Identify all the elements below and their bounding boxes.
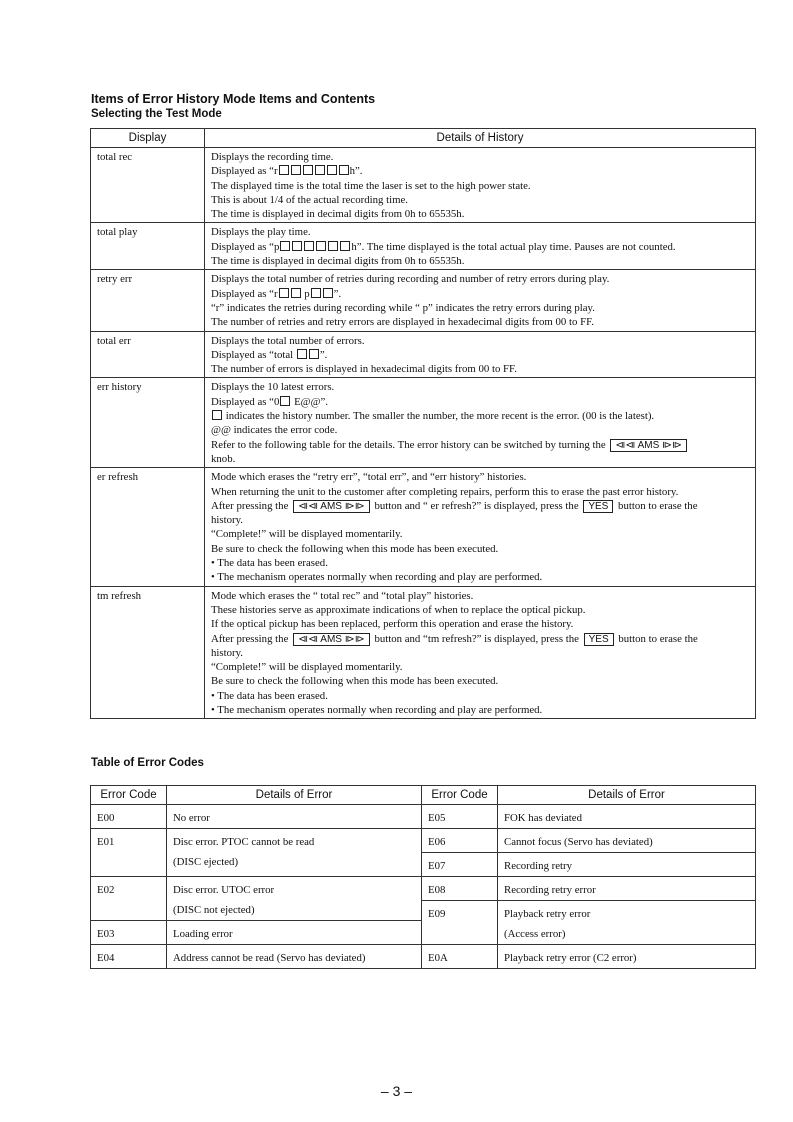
header-details-of-history: Details of History xyxy=(205,129,756,148)
row-details-total-rec: Displays the recording time. Displayed as “r h”. The displayed time is the total time the laser is set to the high power state. This is about 1/4 of the actual recording time. The time is displayed in decimal digits from 0h to 65535h. xyxy=(205,148,756,223)
error-code: E03 xyxy=(91,921,167,945)
row-label-err-history: err history xyxy=(91,378,205,468)
yes-key-icon: YES xyxy=(583,500,613,513)
error-code: E01 xyxy=(91,829,167,877)
table-row xyxy=(91,270,756,331)
yes-key-icon: YES xyxy=(584,633,614,646)
row-details-er-refresh: Mode which erases the “retry err”, “total err”, and “err history” histories. When returning the unit to the customer after completing repairs, perform this to erase the past error history. After pressing the ⧏⧏ AMS ⧐⧐ button and “ er refresh?” is displayed, press the YES button to erase the history. “Complete!” will be displayed momentarily. Be sure to check the following when this mode has been executed. • The data has been erased. • The mechanism operates normally when recording and play are performed. xyxy=(205,468,756,586)
table-row xyxy=(91,378,756,468)
row-details-retry-err: Displays the total number of retries during recording and number of retry errors during play. Displayed as “r p ”. “r” indicates the retries during recording while “ p” indicates the retry errors during play. The number of retries and retry errors are displayed in hexadecimal digits from 00 to FF. xyxy=(205,270,756,331)
header-display: Display xyxy=(91,129,205,148)
row-label-tm-refresh: tm refresh xyxy=(91,586,205,719)
header-error-code: Error Code xyxy=(91,786,167,805)
error-code: E07 xyxy=(422,853,498,877)
ams-key-icon: ⧏⧏ AMS ⧐⧐ xyxy=(610,439,687,452)
error-code: E00 xyxy=(91,805,167,829)
section-title: Items of Error History Mode Items and Contents xyxy=(91,92,376,106)
ams-key-icon: ⧏⧏ AMS ⧐⧐ xyxy=(293,500,370,513)
row-details-err-history: Displays the 10 latest errors. Displayed as “0 E@@”. indicates the history number. The smaller the number, the more recent is the error. (00 is the latest). @@ indicates the error code. Refer to the following table for the details. The error history can be switched by turning the ⧏⧏ AMS ⧐⧐ knob. xyxy=(205,378,756,468)
table-row xyxy=(91,223,756,270)
error-detail: Recording retry error xyxy=(498,877,756,901)
table-row xyxy=(91,468,756,586)
section-subtitle: Selecting the Test Mode xyxy=(91,108,222,120)
row-details-total-err: Displays the total number of errors. Displayed as “total ”. The number of errors is displayed in hexadecimal digits from 00 to FF. xyxy=(205,331,756,378)
error-detail: Loading error xyxy=(167,921,422,945)
error-code: E09 xyxy=(422,901,498,945)
row-details-tm-refresh: Mode which erases the “ total rec” and “total play” histories. These histories serve as approximate indications of when to replace the optical pickup. If the optical pickup has been replaced, perform this operation and erase the history. After pressing the ⧏⧏ AMS ⧐⧐ button and “tm refresh?” is displayed, press the YES button to erase the history. “Complete!” will be displayed momentarily. Be sure to check the following when this mode has been executed. • The data has been erased. • The mechanism operates normally when recording and play are performed. xyxy=(205,586,756,719)
error-history-table xyxy=(90,128,756,719)
row-label-total-play: total play xyxy=(91,223,205,270)
error-code: E02 xyxy=(91,877,167,921)
table-row xyxy=(91,829,756,853)
error-code: E05 xyxy=(422,805,498,829)
table-row xyxy=(91,331,756,378)
header-details-of-error: Details of Error xyxy=(498,786,756,805)
table-row xyxy=(91,148,756,223)
error-detail: Cannot focus (Servo has deviated) xyxy=(498,829,756,853)
error-table-title: Table of Error Codes xyxy=(91,757,204,769)
header-error-code: Error Code xyxy=(422,786,498,805)
error-codes-table xyxy=(90,785,756,969)
page-number: – 3 – xyxy=(380,1083,413,1099)
table-row xyxy=(91,586,756,719)
error-detail: No error xyxy=(167,805,422,829)
row-details-total-play: Displays the play time. Displayed as “p h”. The time displayed is the total actual play time. Pauses are not counted. The time is displayed in decimal digits from 0h to 65535h. xyxy=(205,223,756,270)
table-row xyxy=(91,877,756,901)
row-label-total-err: total err xyxy=(91,331,205,378)
header-details-of-error: Details of Error xyxy=(167,786,422,805)
row-label-er-refresh: er refresh xyxy=(91,468,205,586)
error-detail: Disc error. PTOC cannot be read (DISC ejected) xyxy=(167,829,422,877)
table-row xyxy=(91,945,756,969)
error-code: E06 xyxy=(422,829,498,853)
row-label-retry-err: retry err xyxy=(91,270,205,331)
error-code: E08 xyxy=(422,877,498,901)
error-detail: Recording retry xyxy=(498,853,756,877)
error-code: E0A xyxy=(422,945,498,969)
error-detail: Disc error. UTOC error (DISC not ejected) xyxy=(167,877,422,921)
row-label-total-rec: total rec xyxy=(91,148,205,223)
error-detail: Playback retry error (C2 error) xyxy=(498,945,756,969)
table-row xyxy=(91,805,756,829)
error-detail: FOK has deviated xyxy=(498,805,756,829)
error-detail: Playback retry error (Access error) xyxy=(498,901,756,945)
error-detail: Address cannot be read (Servo has deviated) xyxy=(167,945,422,969)
ams-key-icon: ⧏⧏ AMS ⧐⧐ xyxy=(293,633,370,646)
error-code: E04 xyxy=(91,945,167,969)
